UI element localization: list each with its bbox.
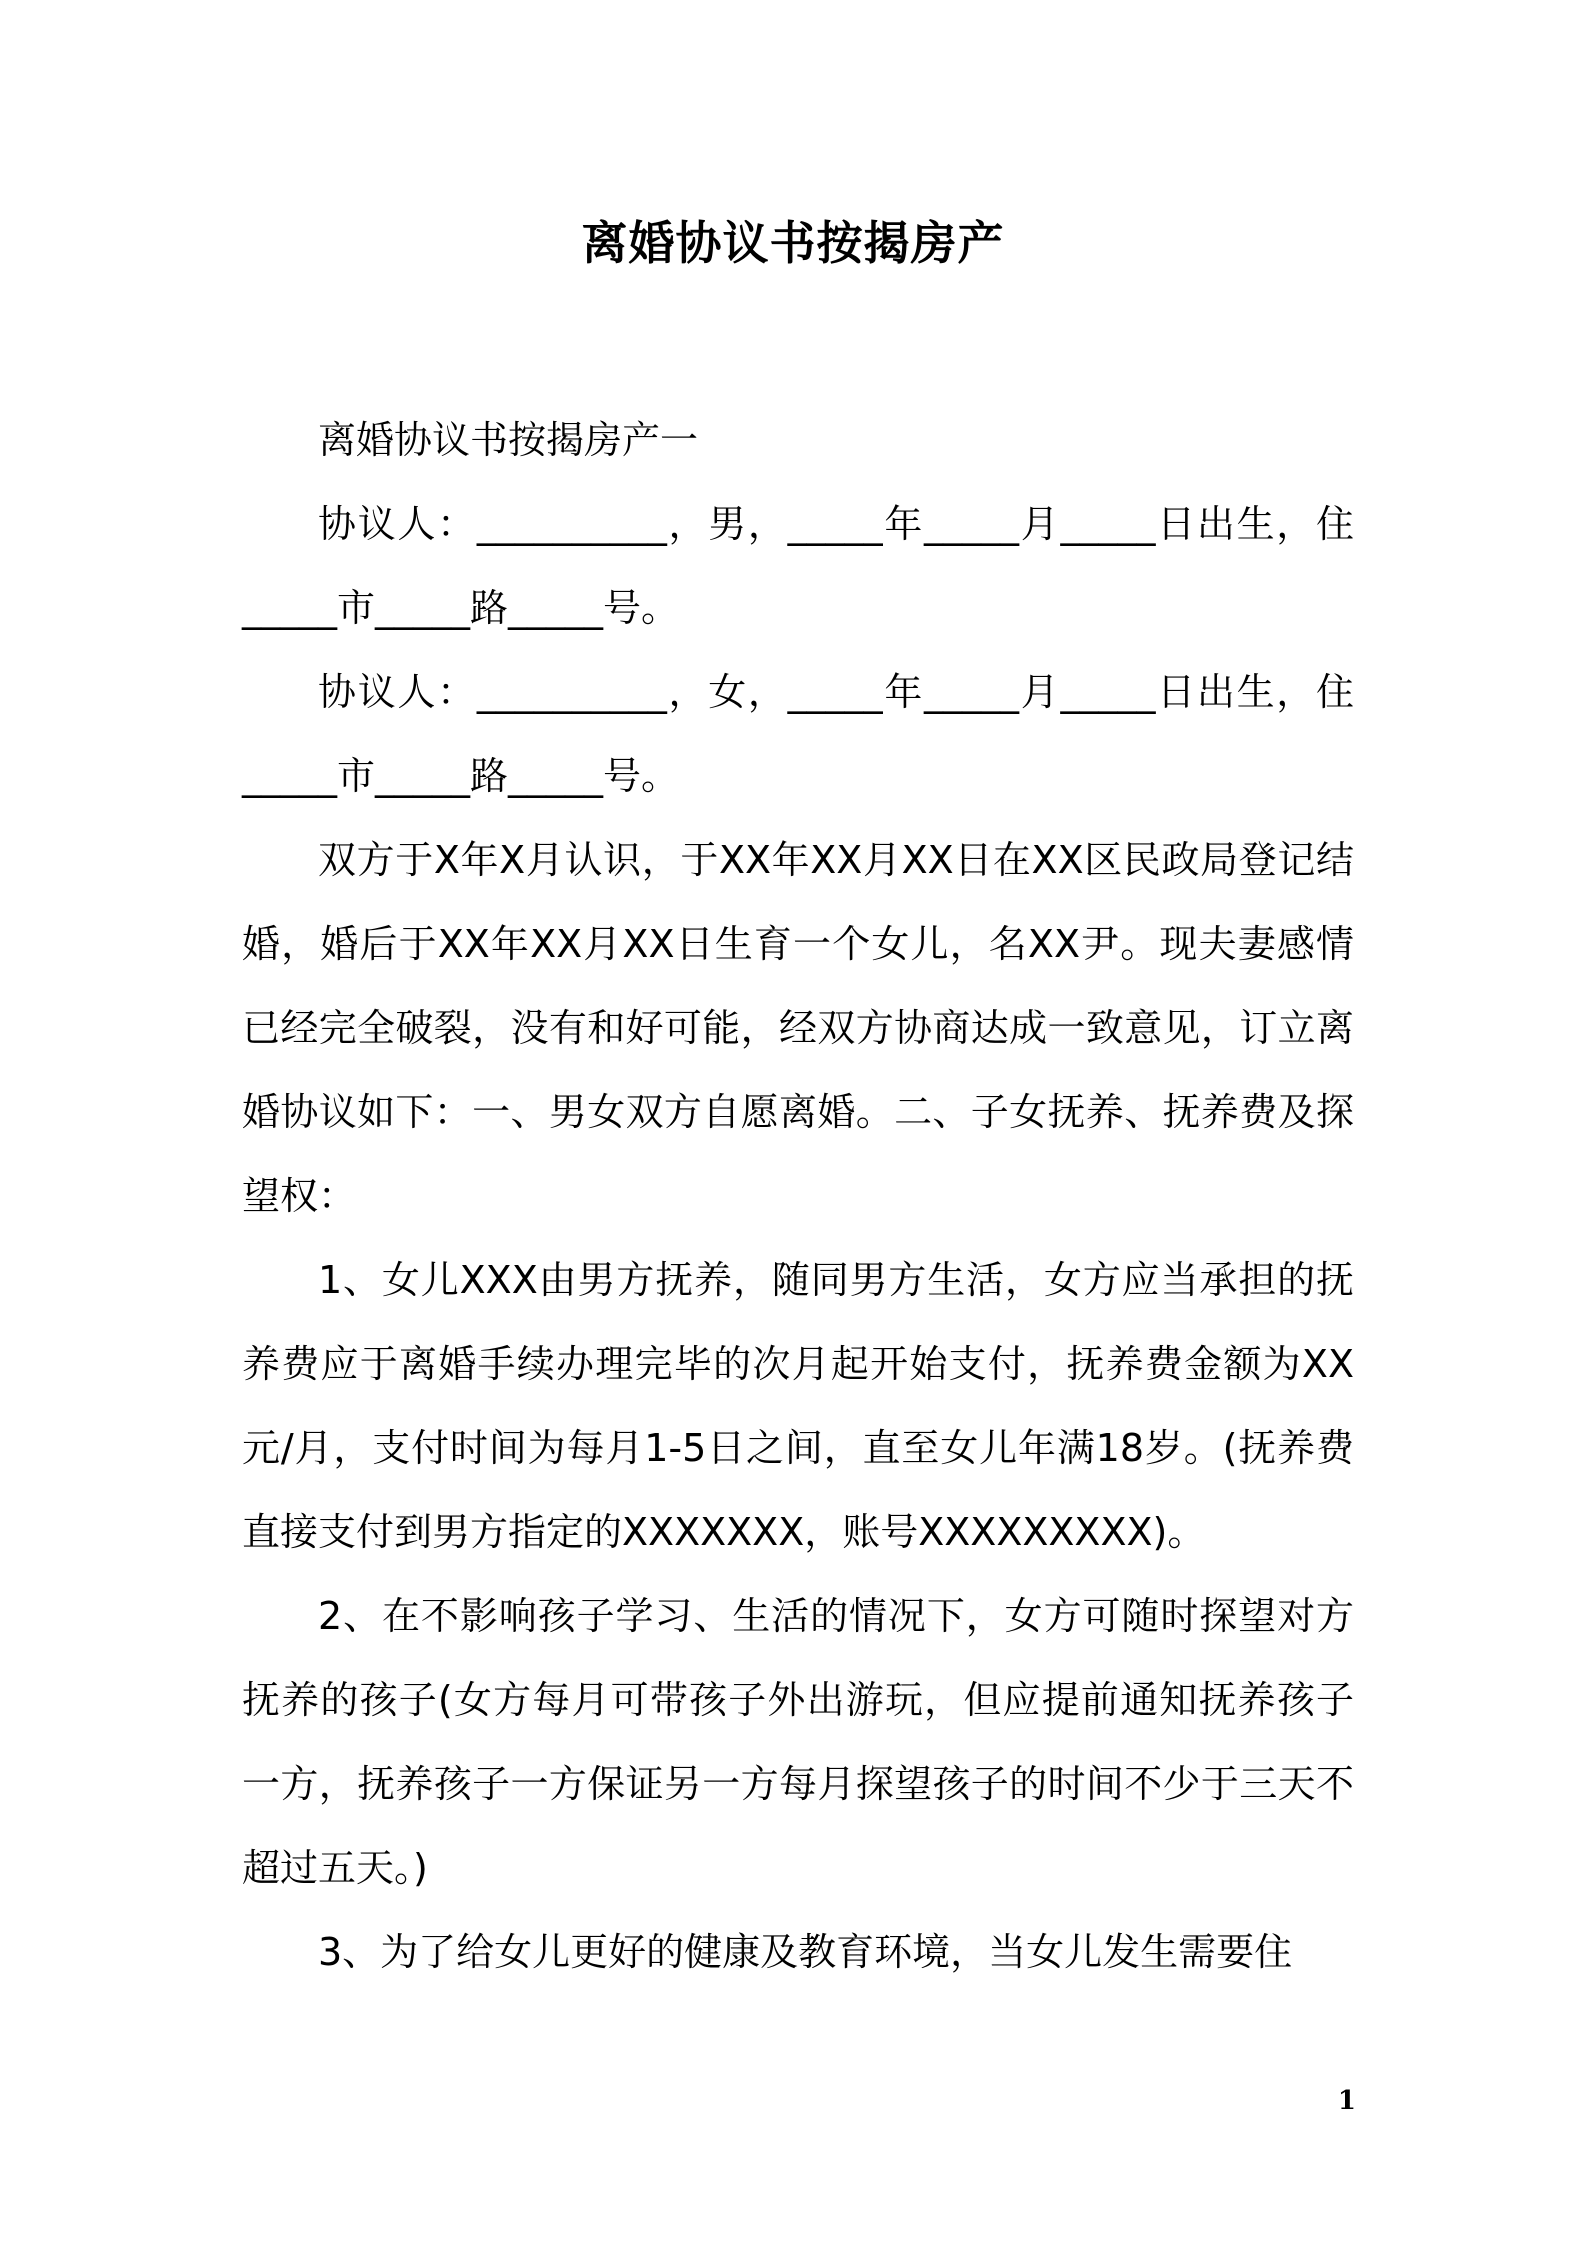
document-title: 离婚协议书按揭房产: [581, 216, 1005, 270]
document-body: [242, 398, 1354, 1994]
party-male-paragraph: 协议人：__________，男，_____年_____月_____日出生，住_____市_____路_____号。: [242, 502, 1354, 630]
clause-1-paragraph: 1、女儿XXX由男方抚养，随同男方生活，女方应当承担的抚养费应于离婚手续办理完毕的次月起开始支付，抚养费金额为XX元/月，支付时间为每月1-5日之间，直至女儿年满18岁。(抚养费直接支付到男方指定的XXXXXXX，账号XXXXXXXXX)。: [242, 1258, 1354, 1554]
page-number: 1: [1337, 2086, 1356, 2116]
party-female-paragraph: 协议人：__________，女，_____年_____月_____日出生，住_____市_____路_____号。: [242, 670, 1354, 798]
background-paragraph: 双方于X年X月认识，于XX年XX月XX日在XX区民政局登记结婚，婚后于XX年XX月XX日生育一个女儿，名XX尹。现夫妻感情已经完全破裂，没有和好可能，经双方协商达成一致意见，订立离婚协议如下：一、男女双方自愿离婚。二、子女抚养、抚养费及探望权：: [242, 838, 1354, 1218]
section-heading: 离婚协议书按揭房产一: [318, 418, 699, 462]
clause-2-paragraph: 2、在不影响孩子学习、生活的情况下，女方可随时探望对方抚养的孩子(女方每月可带孩子外出游玩，但应提前通知抚养孩子一方，抚养孩子一方保证另一方每月探望孩子的时间不少于三天不超过五天。): [242, 1594, 1354, 1890]
clause-3-paragraph: 3、为了给女儿更好的健康及教育环境，当女儿发生需要住: [318, 1930, 1293, 1974]
